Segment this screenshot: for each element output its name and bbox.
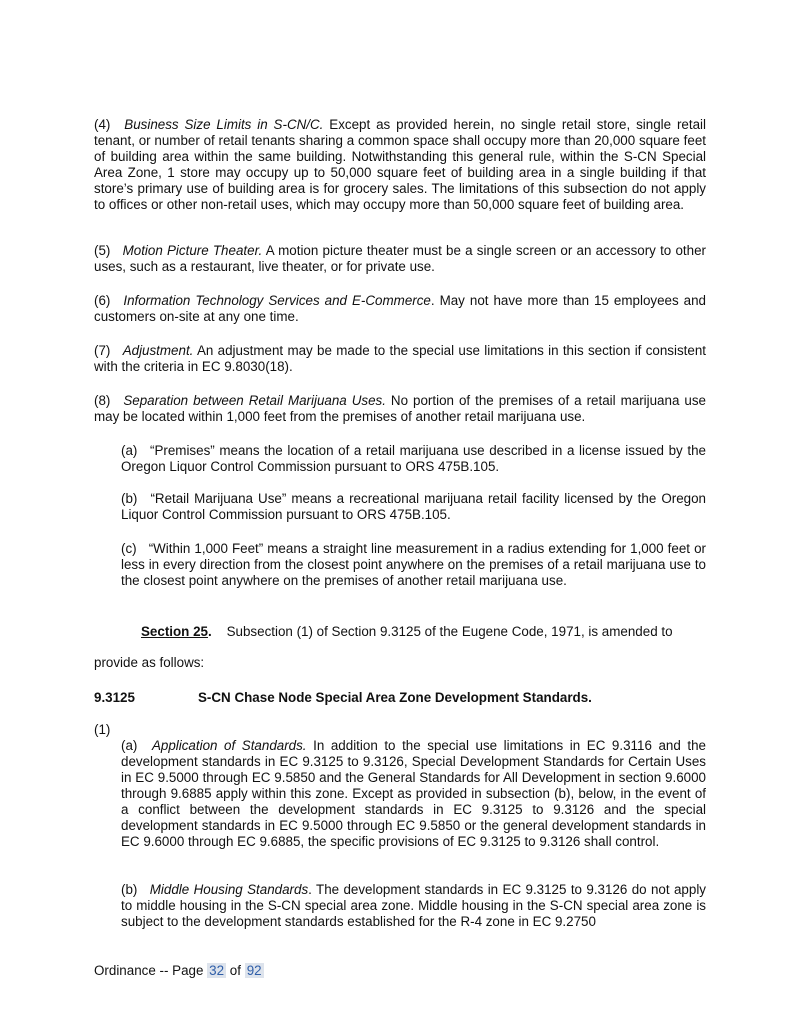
subsection-1-number: (1) [94,722,111,737]
section-continuation: provide as follows: [94,655,205,670]
paragraph-title: Application of Standards. [151,738,307,753]
paragraph-title: Information Technology Services and E-Commerce [123,293,431,308]
page-number: 32 [209,963,225,978]
paragraph-text: . May not have more than 15 employees and customers on-site at any one time. [94,293,707,324]
heading-title: S-CN Chase Node Special Area Zone Development Standards. [198,690,592,705]
footer-label: Ordinance -- Page [94,963,204,978]
paragraph-8b [121,491,706,523]
section-heading [94,690,706,706]
heading-number: 9.3125 [94,690,135,705]
paragraph-text: No portion of the premises of a retail marijuana use may be located within 1,000 feet from the premises of another retail marijuana use. [94,393,706,424]
paragraph-number: (a) [121,443,138,458]
paragraph-text: “Premises” means the location of a retail marijuana use described in a license issued by the Oregon Liquor Control Commission pursuant to ORS 475B.105. [121,443,706,474]
total-pages: 92 [246,963,262,978]
paragraph-title: Business Size Limits in S-CN/C. [124,117,324,132]
paragraph-text: “Retail Marijuana Use” means a recreational marijuana retail facility licensed by the Oregon Liquor Control Commission pursuant to ORS 475B.105. [121,491,706,522]
paragraph-title: Separation between Retail Marijuana Uses. [123,393,386,408]
paragraph-text: In addition to the special use limitations in EC 9.3116 and the development standards in EC 9.3125 to 9.3126, Special Development Standards for Certain Uses in EC 9.5000 through EC 9.5850 and the General Standards for All Development in section 9.6000 through 9.6885 apply within this zone. Except as provided in subsection (b), below, in the event of a conflict between the development standards in EC 9.3125 to 9.3126 and the special development standards in EC 9.5000 through EC 9.5850 or the general development standards in EC 9.6000 through EC 9.6885, the specific provisions of EC 9.3125 to 9.3126 shall control. [121,738,706,849]
paragraph-4 [94,117,706,213]
paragraph-title: Motion Picture Theater. [122,243,263,258]
paragraph-text: “Within 1,000 Feet” means a straight line measurement in a radius extending for 1,000 feet or less in every direction from the closest point anywhere on the premises of a retail marijuana use to the closest point anywhere on the premises of another retail marijuana use. [121,541,706,588]
section-25: Section 25. Subsection (1) of Section 9.3125 of the Eugene Code, 1971, is amended to [141,624,673,639]
paragraph-number: (4) [94,117,111,132]
paragraph-text: Except as provided herein, no single retail store, single retail tenant, or number of retail tenants sharing a common space shall occupy more than 20,000 square feet of building area within the same building. Notwithstanding this general rule, within the S-CN Special Area Zone, 1 store may occupy up to 50,000 square feet of building area in a single building if that store’s primary use of building area is for grocery sales. The limitations of this subsection do not apply to offices or other non-retail uses, which may occupy more than 50,000 square feet of building area. [94,117,706,212]
paragraph-number: (7) [94,343,111,358]
paragraph-number: (6) [94,293,111,308]
section-label: Section 25 [141,624,208,639]
subsection-1a [121,738,706,850]
paragraph-8 [94,393,706,425]
subsection-1b [121,882,706,930]
paragraph-number: (b) [121,882,138,897]
paragraph-text: . The development standards in EC 9.3125 to 9.3126 do not apply to middle housing in the S-CN special area zone. Middle housing in the S-CN special area zone is subject to the development standards established for the R-4 zone in EC 9.2750 [121,882,706,929]
section-text: Subsection (1) of Section 9.3125 of the Eugene Code, 1971, is amended to [226,624,673,639]
page-footer [94,963,706,979]
paragraph-number: (5) [94,243,111,258]
paragraph-number: (c) [121,541,137,556]
paragraph-8c [121,541,706,589]
footer-of: of [229,963,241,978]
paragraph-number: (a) [121,738,138,753]
paragraph-number: (8) [94,393,111,408]
paragraph-6 [94,293,706,325]
paragraph-text: A motion picture theater must be a single screen or an accessory to other uses, such as a restaurant, live theater, or for private use. [94,243,706,274]
paragraph-text: An adjustment may be made to the special use limitations in this section if consistent with the criteria in EC 9.8030(18). [94,343,706,374]
paragraph-5 [94,243,706,275]
paragraph-7 [94,343,706,375]
paragraph-title: Middle Housing Standards [149,882,309,897]
paragraph-8a [121,443,706,475]
paragraph-number: (b) [121,491,138,506]
paragraph-title: Adjustment. [122,343,194,358]
